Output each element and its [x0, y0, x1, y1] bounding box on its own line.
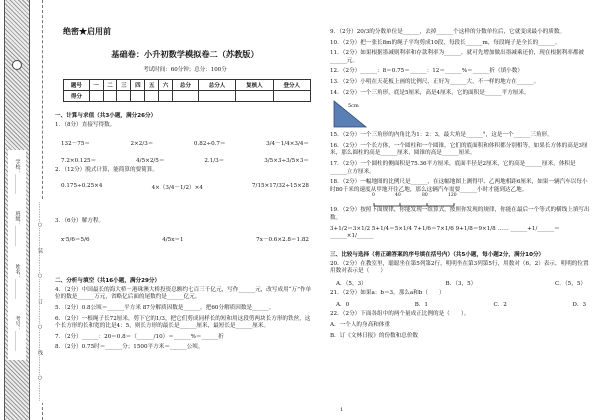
option[interactable]: C．（5，5）: [555, 280, 586, 287]
score-cell[interactable]: [198, 91, 235, 102]
question-items: [55, 156, 315, 164]
scale-bar: [370, 194, 592, 204]
scale-tick-label: 0: [372, 193, 375, 199]
question: 3．（6分）解方程。: [55, 218, 105, 225]
score-row-label: 得分: [64, 91, 90, 102]
exam-info: 考试时间：60分钟；总分：100分: [143, 67, 227, 73]
score-header-cell: 题号: [64, 80, 90, 91]
score-cell[interactable]: [131, 91, 145, 102]
option[interactable]: B．订《文林日报》的份数和总价数: [330, 332, 419, 339]
scale-tick-label: 120: [448, 193, 457, 199]
question: 10．（2分）把一张长8m的绳子平均剪成10段，每段长______m，每段绳子是全长的______。: [330, 39, 561, 46]
score-header-cell: 三: [117, 80, 131, 91]
question: 4．（2分）中国最长的海大桥－港珠澳大桥投资总额约七百三千亿元，写作______元，改写成用“万”作单位的数是______万元，省略亿后面的尾数约是______亿元。: [55, 286, 312, 301]
question-items: [55, 183, 315, 191]
question: 14．（2分）一个三角形，底是5厘米，高是4厘米，它的面积是______平方厘米。: [330, 89, 530, 96]
item: 4/5×2/5＝: [136, 157, 165, 164]
question-items: [55, 235, 315, 243]
option[interactable]: B．（3，5）: [445, 280, 477, 287]
item: 0.175÷0.25×4: [61, 183, 103, 190]
question: 7．（2分）______：20＝0.8＝（______/10）＝______%＝______折: [55, 333, 224, 340]
scale-bar-line: [370, 199, 460, 209]
cut-line-text: …………○…………装…………○…………订…………○…………线…………○…………: [37, 202, 43, 401]
option[interactable]: A．一个人的身高和体重: [330, 322, 390, 329]
answer-space[interactable]: [55, 243, 315, 267]
score-cell[interactable]: [145, 91, 159, 102]
exam-number-field[interactable]: 考号：________: [14, 316, 21, 352]
page-title: 基础卷：小升初数学模拟卷二（苏教版）: [111, 49, 259, 59]
right-column: [330, 26, 592, 416]
score-header-cell: 总分人: [198, 80, 235, 91]
left-column: [55, 26, 315, 416]
question: 2．（12分）脱式计算，能简算的要简算。: [55, 166, 158, 173]
question: 16．（2分）一个长方体，一个圆柱和一个圆锥，它们的底面积和体积都分别相等，如果长方体的高是3厘米，那么圆柱的高是______厘米，圆锥的高是______厘米。: [330, 142, 588, 157]
question: 20．（2分）在教室里，聪聪坐在第5列第2行，明明坐在第3列第5行，用数对（6，2）表示，明明的位置用数对表示是（ ）: [330, 260, 589, 275]
option[interactable]: C．2: [493, 302, 507, 309]
score-header-cell: 总分: [173, 80, 199, 91]
item: 3/5×3÷3/5×3＝: [264, 157, 309, 164]
score-cell[interactable]: [89, 91, 103, 102]
score-cell[interactable]: [159, 91, 173, 102]
score-cell[interactable]: [173, 91, 199, 102]
question: 17．（2分）一个圆柱的侧面积是75.36平方厘米，底面半径是2厘米，它的高是______厘米，体积是______立方厘米。: [330, 160, 576, 175]
question: 6．（2分）一根绳子长72厘米，剪下它的1/3，把它们剪成同样长的短和用这段剪两块长方形的铁丝，这个长方形的长和宽的比是4：5，则长方形的最长是______厘米，最短长是______厘米。: [55, 315, 311, 330]
question: 13．（2分）小明在天花板上画的比例尺，正好为______大，不一样的地方在______。: [330, 78, 540, 85]
section-heading: 二、分析与填空（共16小题，满分29分）: [55, 277, 161, 284]
score-cell[interactable]: [117, 91, 131, 102]
options: [330, 279, 592, 287]
triangle-label: 5cm: [348, 103, 359, 110]
answer-space[interactable]: [55, 191, 315, 215]
option[interactable]: A．（5，3）: [336, 280, 367, 287]
section-heading: 一、计算与求值（共3小题，满分26分）: [55, 113, 157, 119]
item: 3/4－1/4×3/4＝: [266, 140, 309, 147]
section-heading: 三、比较与选择（将正确答案的序号填在括号内）（共5小题，每小题2分，满分10分）: [330, 251, 545, 258]
option[interactable]: B．1: [414, 302, 428, 309]
score-header-cell: 一: [89, 80, 103, 91]
item: 7x－0.6×2.8＝1.82: [256, 236, 309, 243]
question: 19．（2分）按照下面规律，你能发现一组算式，按照你发现的规律，你能在最后一个等式的横线上填写出数。: [330, 207, 590, 221]
options: [330, 300, 592, 308]
question: 22．（2分）下面各组中的两个量成正比例的是（ ）。: [330, 311, 470, 318]
binding-strip: [0, 0, 34, 420]
score-header-cell: 五: [145, 80, 159, 91]
item: 4×（3/4－1/2）×4: [151, 185, 203, 192]
score-cell[interactable]: [273, 91, 310, 102]
score-cell[interactable]: [103, 91, 117, 102]
class-field[interactable]: 班级：________: [14, 211, 21, 247]
score-table: [63, 79, 311, 102]
question: 18．（2分）一幅地图的比例尺是______，在这幅地图上测得甲、乙两地相距6厘米，如果一辆汽车以每小时80千米的速度从甲地开往乙地，那么这辆汽车需要______小时才能到达乙地。: [330, 179, 588, 193]
question-items: [55, 139, 315, 147]
score-cell[interactable]: [236, 91, 273, 102]
score-header-cell: 四: [131, 80, 145, 91]
question: 1．（8分）直接写得数。: [55, 122, 116, 128]
question: 12．（2分）______：8＝0.75＝______：12＝______%＝______折（填小数）: [330, 68, 523, 75]
item: 4/5x＝1: [162, 236, 184, 243]
school-field[interactable]: 学校：________: [14, 158, 21, 194]
page-number: 1: [340, 407, 344, 413]
score-table-row: [64, 91, 311, 102]
question: 21．（2分）如果a：b＝3，那么a和b（ ）: [330, 289, 445, 296]
name-field[interactable]: 姓名：________: [14, 263, 21, 299]
score-header-cell: 复核人: [236, 80, 273, 91]
scale-tick-label: 40: [395, 193, 401, 199]
item: 2×2/3＝: [130, 140, 154, 147]
triangle-figure: [330, 99, 592, 129]
student-info-fields: [8, 150, 26, 360]
item: 132－75＝: [61, 140, 90, 147]
item: x·5/6＝5/6: [61, 236, 90, 243]
option[interactable]: A．0: [336, 302, 350, 309]
score-header-cell: 登分人: [273, 80, 310, 91]
scale-tick-label: 80: [422, 193, 428, 199]
question: 9．（2分）20/3的分数单位是______，去掉______个这样的分数单位后，它就变成最小的质数。: [330, 29, 566, 35]
series: 3+1/2＝3×1/2 5+1/4＝5×1/4 7+1/6＝7×1/6 9+1/8＝9×1/8 …… ______+1/______＝______×1/______: [330, 225, 560, 240]
question: 8．（2分）0.75时＝______分；1500平方米＝______公顷。: [55, 344, 204, 351]
question: 11．（2分）如果根据墨减则利率和存款利率为______，就可先增加做出墨减乘还价，现在根据利率都被______元。: [330, 50, 585, 64]
item: 7.2×0.125＝: [61, 157, 97, 164]
score-table-header: [64, 80, 311, 91]
question: 5．（2分）0.8公顷＝______平方米 87分解质因数是______，把60分解质因数是______。: [55, 304, 275, 311]
score-header-cell: 六: [159, 80, 173, 91]
score-header-cell: 二: [103, 80, 117, 91]
binding-hole: [12, 60, 22, 70]
question: 15．（2分）一个三角形的内角比为1：2：3，最大角是______°，这是一个______三角形。: [330, 132, 553, 139]
option[interactable]: D．3: [572, 302, 586, 309]
secret-label: 绝密★启用前: [63, 26, 111, 36]
item: 7/15×17/32÷15×28: [252, 183, 309, 190]
item: 2.1/3＝: [204, 157, 225, 164]
item: 0.82÷0.7＝: [193, 140, 226, 147]
